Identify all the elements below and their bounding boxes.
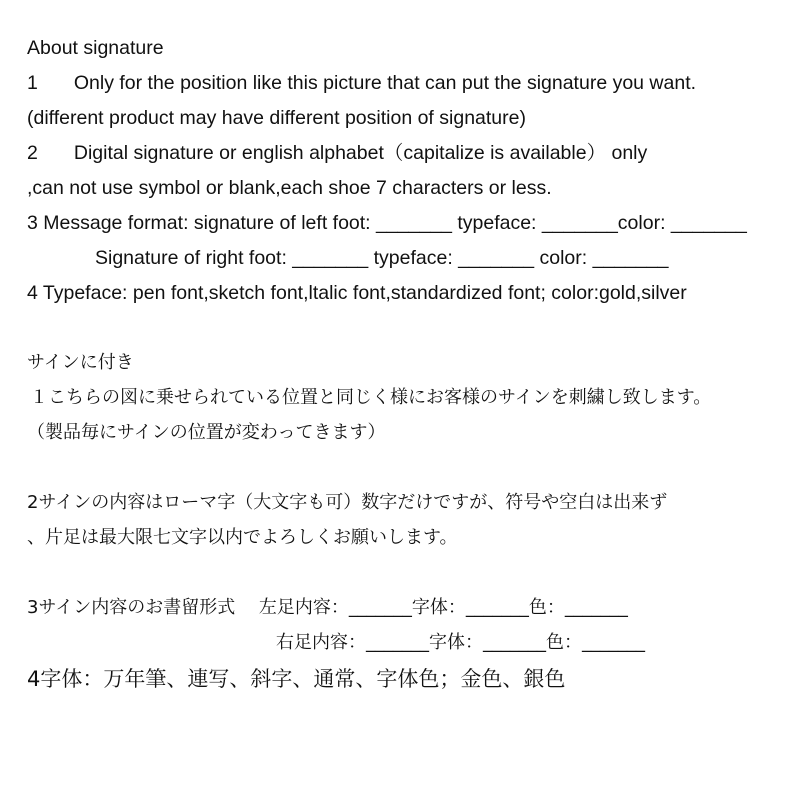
en-item-1-number: 1: [27, 72, 38, 94]
en-item-3-left-foot: 3 Message format: signature of left foot: _______ typeface: _______color: _______: [27, 212, 747, 234]
en-item-2-continued: ,can not use symbol or blank,each shoe 7 characters or less.: [27, 177, 552, 199]
jp-item-3-left-foot: 3サイン内容のお書留形式 左足内容：_______字体：_______色：_______: [27, 597, 628, 618]
en-item-1-note: (different product may have different position of signature): [27, 107, 526, 129]
en-item-3-right-foot: Signature of right foot: _______ typeface: _______ color: _______: [95, 247, 669, 269]
jp-item-2-continued: 、片足は最大限七文字以内でよろしくお願いします。: [27, 527, 458, 548]
jp-item-1-note: （製品毎にサインの位置が変わってきます）: [27, 422, 386, 443]
about-signature-heading: About signature: [27, 37, 164, 59]
en-item-1: [27, 71, 696, 95]
en-item-2-text: Digital signature or english alphabet（capitalize is available） only: [73, 142, 648, 164]
jp-item-2: 2サインの内容はローマ字（大文字も可）数字だけですが、符号や空白は出来ず: [27, 492, 668, 513]
en-item-2-number: 2: [27, 142, 38, 164]
jp-heading: サインに付き: [27, 352, 134, 373]
jp-item-1: １こちらの図に乗せられている位置と同じく様にお客様のサインを刺繍し致します。: [30, 387, 712, 408]
en-item-2: [27, 141, 647, 165]
en-item-1-text: Only for the position like this picture that can put the signature you want.: [73, 72, 697, 94]
jp-item-4-typeface: 4字体：万年筆、連写、斜字、通常、字体色；金色、銀色: [27, 667, 566, 691]
en-item-4-typeface: 4 Typeface: pen font,sketch font,ltalic font,standardized font; color:gold,silver: [27, 282, 687, 304]
jp-item-3-right-foot: 右足内容：_______字体：_______色：_______: [276, 632, 645, 653]
